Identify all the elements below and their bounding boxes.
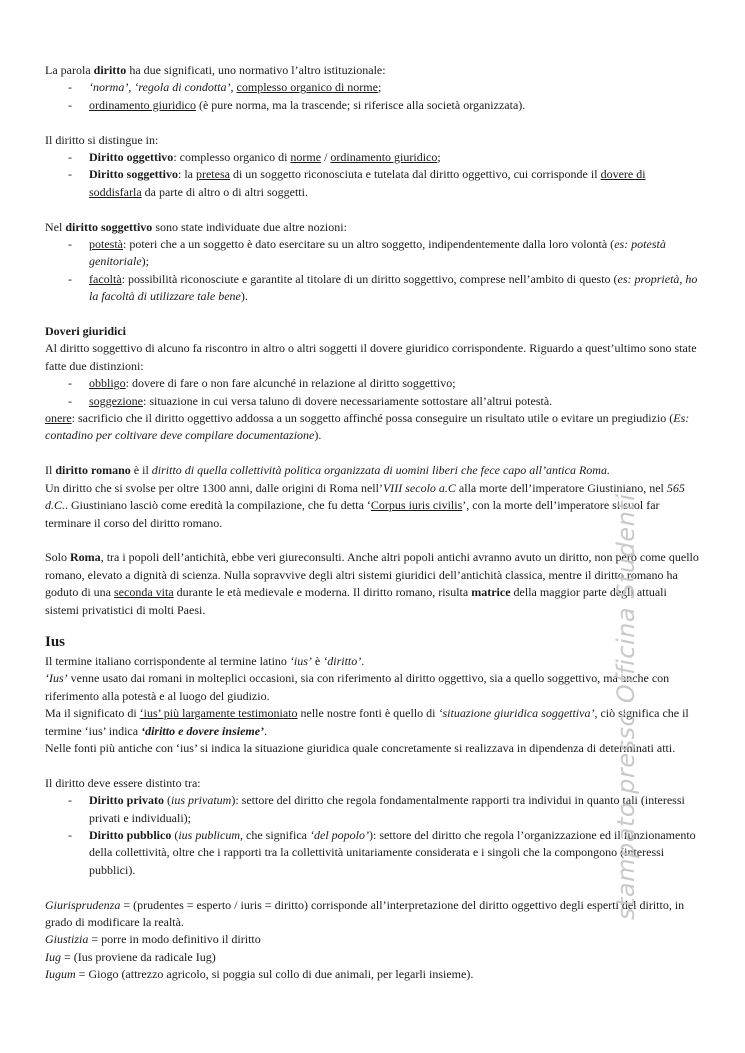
bullet-dash: - <box>68 97 72 112</box>
bullet-dash: - <box>68 393 72 408</box>
bullet-dash: - <box>68 150 72 165</box>
paragraph: Un diritto che si svolse per oltre 1300 anni, dalle origini di Roma nell’VIII secolo a.C alla morte dell’imperatore Giustiniano, nel 565 d.C.. Giustiniano lasciò come eredità la compilazione, che fu detta ‘Corpus iuris civilis’, con la morte dell’imperatore si suol far terminare il corso del diritto romano. <box>45 480 685 530</box>
list-item: - ‘norma’, ‘regola di condotta’, complesso organico di norme; <box>45 79 700 96</box>
paragraph: Il diritto romano è il diritto di quella collettività politica organizzata di uomini liberi che fece capo all’antica Roma. <box>45 463 610 478</box>
bullet-dash: - <box>68 167 72 182</box>
definition: Giurisprudenza = (prudentes = esperto / iuris = diritto) corrisponde all’interpretazione del diritto oggettivo degli esperti del diritto, in grado di modificare la realtà. <box>45 897 685 929</box>
paragraph: onere: sacrificio che il diritto oggettivo addossa a un soggetto affinché possa conseguire un risultato utile o evitare un pregiudizio (Es: contadino per coltivare deve compilare documentazione). <box>45 411 690 443</box>
list-item: - potestà: poteri che a un soggetto è dato esercitare su un altro soggetto, indipendentemente dalla loro volontà (es: potestà genitoriale); <box>68 237 666 269</box>
bullet-dash: - <box>68 376 72 391</box>
paragraph: Il termine italiano corrispondente al termine latino ‘ius’ è ‘diritto’. <box>45 653 365 668</box>
definition: Giustizia = porre in modo definitivo il diritto <box>45 932 261 947</box>
section-heading: Doveri giuridici <box>45 324 126 339</box>
intro-paragraph: La parola diritto ha due significati, uno normativo l’altro istituzionale: <box>45 63 386 77</box>
bullet-dash: - <box>68 80 72 95</box>
paragraph: Ma il significato di ‘ius’ più largamente testimoniato nelle nostre fonti è quello di ‘situazione giuridica soggettiva’, ciò significa che il termine ‘ius’ indica ‘diritto e dovere insieme’. <box>45 706 689 738</box>
bullet-dash: - <box>68 827 72 842</box>
section-intro: Nel diritto soggettivo sono state individuate due altre nozioni: <box>45 219 347 234</box>
list-item: - ordinamento giuridico (è pure norma, ma la trascende; si riferisce alla società organizzata). <box>45 97 700 114</box>
section-heading: Ius <box>45 633 66 650</box>
list-item: - facoltà: possibilità riconosciute e garantite al titolare di un diritto soggettivo, comprese nell’ambito di questo (es: proprietà, ho la facoltà di utilizzare tale bene). <box>68 271 698 304</box>
paragraph: Al diritto soggettivo di alcuno fa riscontro in altro o altri soggetti il dovere giuridico corrispondente. Riguardo a quest’ultimo sono state fatte due distinzioni: <box>45 341 697 373</box>
list-item: - obbligo: dovere di fare o non fare alcunché in relazione al diritto soggettivo; <box>45 375 700 392</box>
watermark: stampato presso Officina Studenti <box>612 493 640 920</box>
bullet-dash: - <box>68 793 72 808</box>
definition: Iugum = Giogo (attrezzo agricolo, si poggia sul collo di due animali, per legarli insieme). <box>45 967 474 982</box>
list-item: - Diritto pubblico (ius publicum, che significa ‘del popolo’): settore del diritto che regola l’organizzazione ed il funzionamento della collettività, oltre che i rapporti tra la collettività unitariamente considerata e i singoli che la compongono (interessi pubblici). <box>68 827 696 877</box>
section-intro: Il diritto si distingue in: <box>45 132 159 147</box>
bullet-dash: - <box>68 271 72 286</box>
list-item: - soggezione: situazione in cui versa taluno di dovere necessariamente sottostare all’altrui potestà. <box>45 393 700 410</box>
list-item: - Diritto oggettivo: complesso organico di norme / ordinamento giuridico; <box>45 149 700 166</box>
paragraph: Nelle fonti più antiche con ‘ius’ si indica la situazione giuridica quale concretamente si realizzava in dipendenza di determinati atti. <box>45 740 676 755</box>
bullet-dash: - <box>68 237 72 252</box>
paragraph: ‘Ius’ venne usato dai romani in molteplici occasioni, sia con riferimento al diritto oggettivo, sia a quello soggettivo, ma anche con riferimento alla potestà e al luogo del giudizio. <box>45 671 670 703</box>
list-item: - Diritto soggettivo: la pretesa di un soggetto riconosciuta e tutelata dal diritto oggettivo, cui corrisponde il dovere di soddisfarla da parte di altro o di altri soggetti. <box>68 167 646 199</box>
document-page <box>45 62 700 984</box>
list-item: - Diritto privato (ius privatum): settore del diritto che regola fondamentalmente rapporti tra individui in quanto tali (interessi privati e individuali); <box>68 793 685 825</box>
paragraph: Solo Roma, tra i popoli dell’antichità, ebbe veri giureconsulti. Anche altri popoli antichi avranno avuto un diritto, non però come quello romano, elevato a dignità di scienza. Nulla sopravvive degli altri sistemi giuridici dell’antichità classica, mentre il diritto romano ha goduto di una seconda vita durante le età medievale e moderna. Il diritto romano, risulta matrice della maggior parte degli attuali sistemi privatistici di molti Paesi. <box>45 550 699 617</box>
definition: Iug = (Ius proviene da radicale Iug) <box>45 949 216 964</box>
section-intro: Il diritto deve essere distinto tra: <box>45 775 201 790</box>
